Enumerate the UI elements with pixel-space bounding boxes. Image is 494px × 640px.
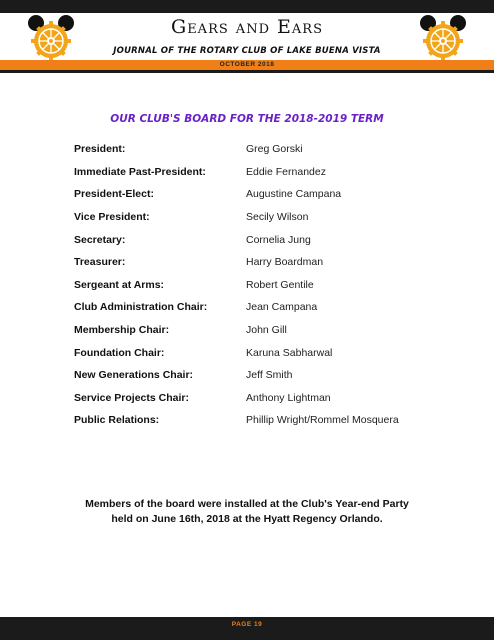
board-role: Immediate Past-President: [74, 165, 206, 178]
board-role: President-Elect: [74, 188, 154, 201]
page-number: PAGE 19 [231, 621, 263, 628]
board-row [74, 274, 434, 297]
board-role: New Generations Chair: [74, 369, 194, 382]
board-role: Public Relations: [74, 414, 160, 427]
board-row [74, 251, 434, 274]
board-member-name: Augustine Campana [246, 188, 342, 201]
board-role: Membership Chair: [74, 324, 170, 337]
board-member-name: Secily Wilson [246, 211, 309, 224]
board-row [74, 364, 434, 387]
board-row [74, 409, 434, 432]
board-role: Secretary: [74, 233, 126, 246]
board-role: Foundation Chair: [74, 346, 165, 359]
board-row [74, 138, 434, 161]
board-row [74, 341, 434, 364]
board-member-name: Jeff Smith [246, 369, 293, 382]
board-member-name: Cornelia Jung [246, 233, 311, 246]
board-member-list [74, 138, 434, 432]
installation-note-line-1: Members of the board were installed at the Club's Year-end Party [85, 498, 409, 510]
board-member-name: Eddie Fernandez [246, 165, 326, 178]
board-member-name: Jean Campana [246, 301, 318, 314]
board-row [74, 161, 434, 184]
board-row [74, 206, 434, 229]
board-member-name: Phillip Wright/Rommel Mosquera [246, 414, 399, 427]
installation-note-line-2: held on June 16th, 2018 at the Hyatt Regency Orlando. [111, 513, 383, 525]
board-role: Club Administration Chair: [74, 301, 208, 314]
board-member-name: Karuna Sabharwal [246, 346, 333, 359]
header-top-band [0, 0, 494, 13]
installation-note [40, 497, 454, 527]
board-role: Treasurer: [74, 256, 126, 269]
board-heading: OUR CLUB'S BOARD FOR THE 2018-2019 TERM [110, 113, 384, 125]
board-row [74, 387, 434, 410]
board-row [74, 228, 434, 251]
newsletter-title: Gears and Ears [171, 16, 323, 38]
board-row [74, 319, 434, 342]
board-role: President: [74, 143, 126, 156]
board-member-name: Harry Boardman [246, 256, 324, 269]
board-member-name: Greg Gorski [246, 143, 303, 156]
header-dark-band [0, 70, 494, 73]
board-role: Vice President: [74, 211, 150, 224]
board-row [74, 296, 434, 319]
issue-date: OCTOBER 2018 [219, 61, 275, 68]
board-member-name: John Gill [246, 324, 287, 337]
board-member-name: Robert Gentile [246, 278, 314, 291]
newsletter-subtitle: JOURNAL OF THE ROTARY CLUB OF LAKE BUENA VISTA [113, 46, 381, 56]
board-role: Sergeant at Arms: [74, 278, 165, 291]
board-member-name: Anthony Lightman [246, 391, 331, 404]
board-row [74, 183, 434, 206]
board-role: Service Projects Chair: [74, 391, 189, 404]
